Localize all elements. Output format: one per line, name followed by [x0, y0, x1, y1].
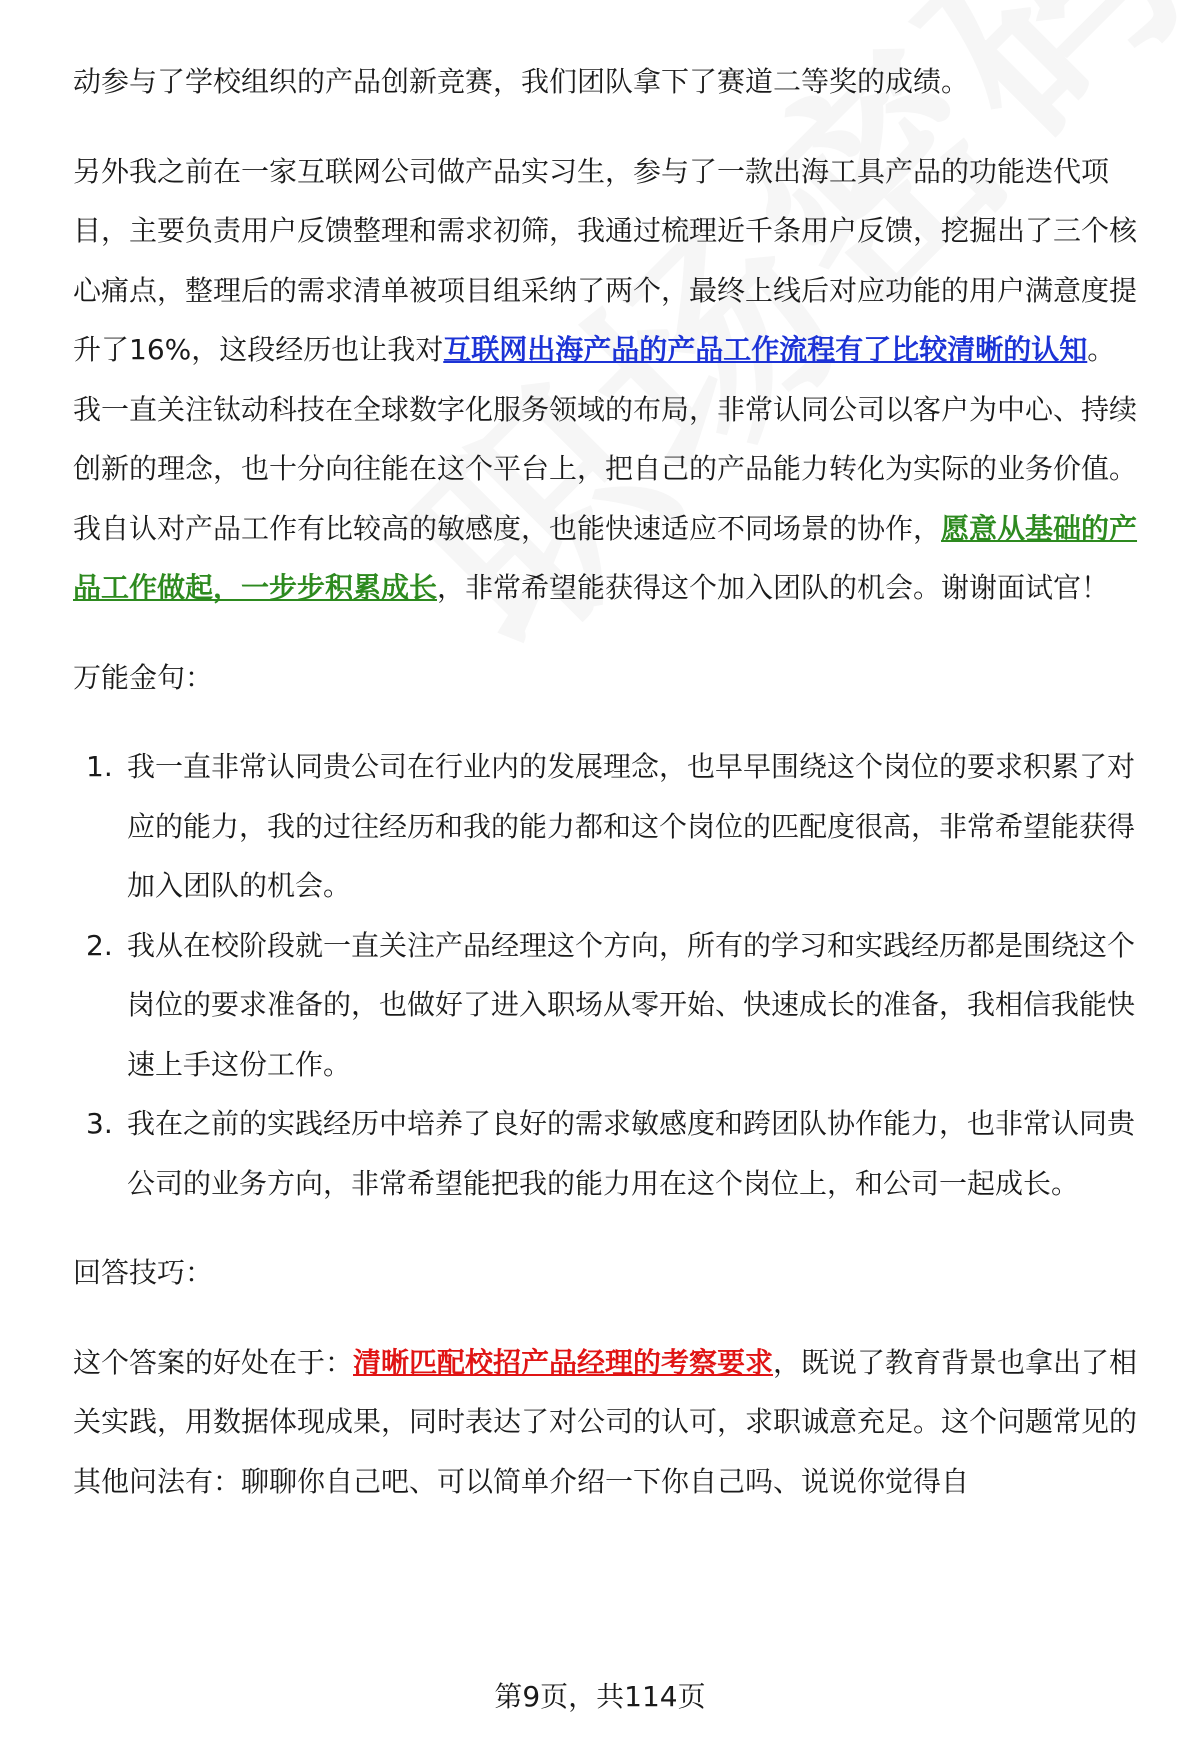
highlight-red: 清晰匹配校招产品经理的考察要求 — [353, 1345, 774, 1379]
highlight-blue: 互联网出海产品的产品工作流程有了比较清晰的认知 — [443, 333, 1088, 366]
list-item-text: 我从在校阶段就一直关注产品经理这个方向，所有的学习和实践经历都是围绕这个岗位的要求准备的，也做好了进入职场从零开始、快速成长的准备，我相信我能快速上手这份工作。 — [127, 928, 1136, 1081]
paragraph-internship — [73, 142, 1153, 380]
list-item — [73, 1094, 1153, 1213]
paragraph-tips-end: ，既说了教育背景也拿出了相关实践，用数据体现成果，同时表达了对公司的认可，求职诚意充足。这个问题常见的其他问法有：聊聊你自己吧、可以简单介绍一下你自己吗、说说你觉得自 — [73, 1345, 1138, 1498]
paragraph-competition: 动参与了学校组织的产品创新竞赛，我们团队拿下了赛道二等奖的成绩。 — [73, 65, 970, 98]
paragraph-company — [73, 380, 1153, 618]
highlight-green: 愿意从基础的产品工作做起，一步步积累成长 — [73, 511, 1138, 604]
paragraph-internship-text: 另外我之前在一家互联网公司做产品实习生，参与了一款出海工具产品的功能迭代项目，主要负责用户反馈整理和需求初筛，我通过梳理近千条用户反馈，挖掘出了三个核心痛点，整理后的需求清单被项目组采纳了两个，最终上线后对应功能的用户满意度提升了16%，这段经历也让我对 — [73, 154, 1138, 366]
list-item-text: 我一直非常认同贵公司在行业内的发展理念，也早早围绕这个岗位的要求积累了对应的能力，我的过往经历和我的能力都和这个岗位的匹配度很高，非常希望能获得加入团队的机会。 — [127, 750, 1136, 902]
golden-heading: 万能金句： — [73, 660, 214, 694]
paragraph-internship-end: 。 — [1087, 333, 1116, 366]
paragraph-company-end: ，非常希望能获得这个加入团队的机会。谢谢面试官！ — [437, 571, 1110, 604]
paragraph-company-text: 我一直关注钛动科技在全球数字化服务领域的布局，非常认同公司以客户为中心、持续创新的理念，也十分向往能在这个平台上，把自己的产品能力转化为实际的业务价值。我自认对产品工作有比较高的敏感度，也能快速适应不同场景的协作， — [73, 392, 1138, 545]
list-item — [73, 916, 1153, 1095]
paragraph-tips — [73, 1333, 1153, 1512]
page-content — [73, 52, 1153, 1511]
tips-heading: 回答技巧： — [73, 1256, 214, 1289]
list-item — [73, 737, 1153, 916]
list-number: 2. — [86, 928, 113, 962]
golden-list — [73, 737, 1153, 1213]
list-number: 1. — [86, 750, 113, 783]
list-item-text: 我在之前的实践经历中培养了良好的需求敏感度和跨团队协作能力，也非常认同贵公司的业务方向，非常希望能把我的能力用在这个岗位上，和公司一起成长。 — [127, 1107, 1136, 1200]
paragraph-tips-text: 这个答案的好处在于： — [73, 1345, 354, 1379]
list-number: 3. — [86, 1107, 113, 1140]
page-footer: 第9页，共114页 — [494, 1680, 706, 1713]
